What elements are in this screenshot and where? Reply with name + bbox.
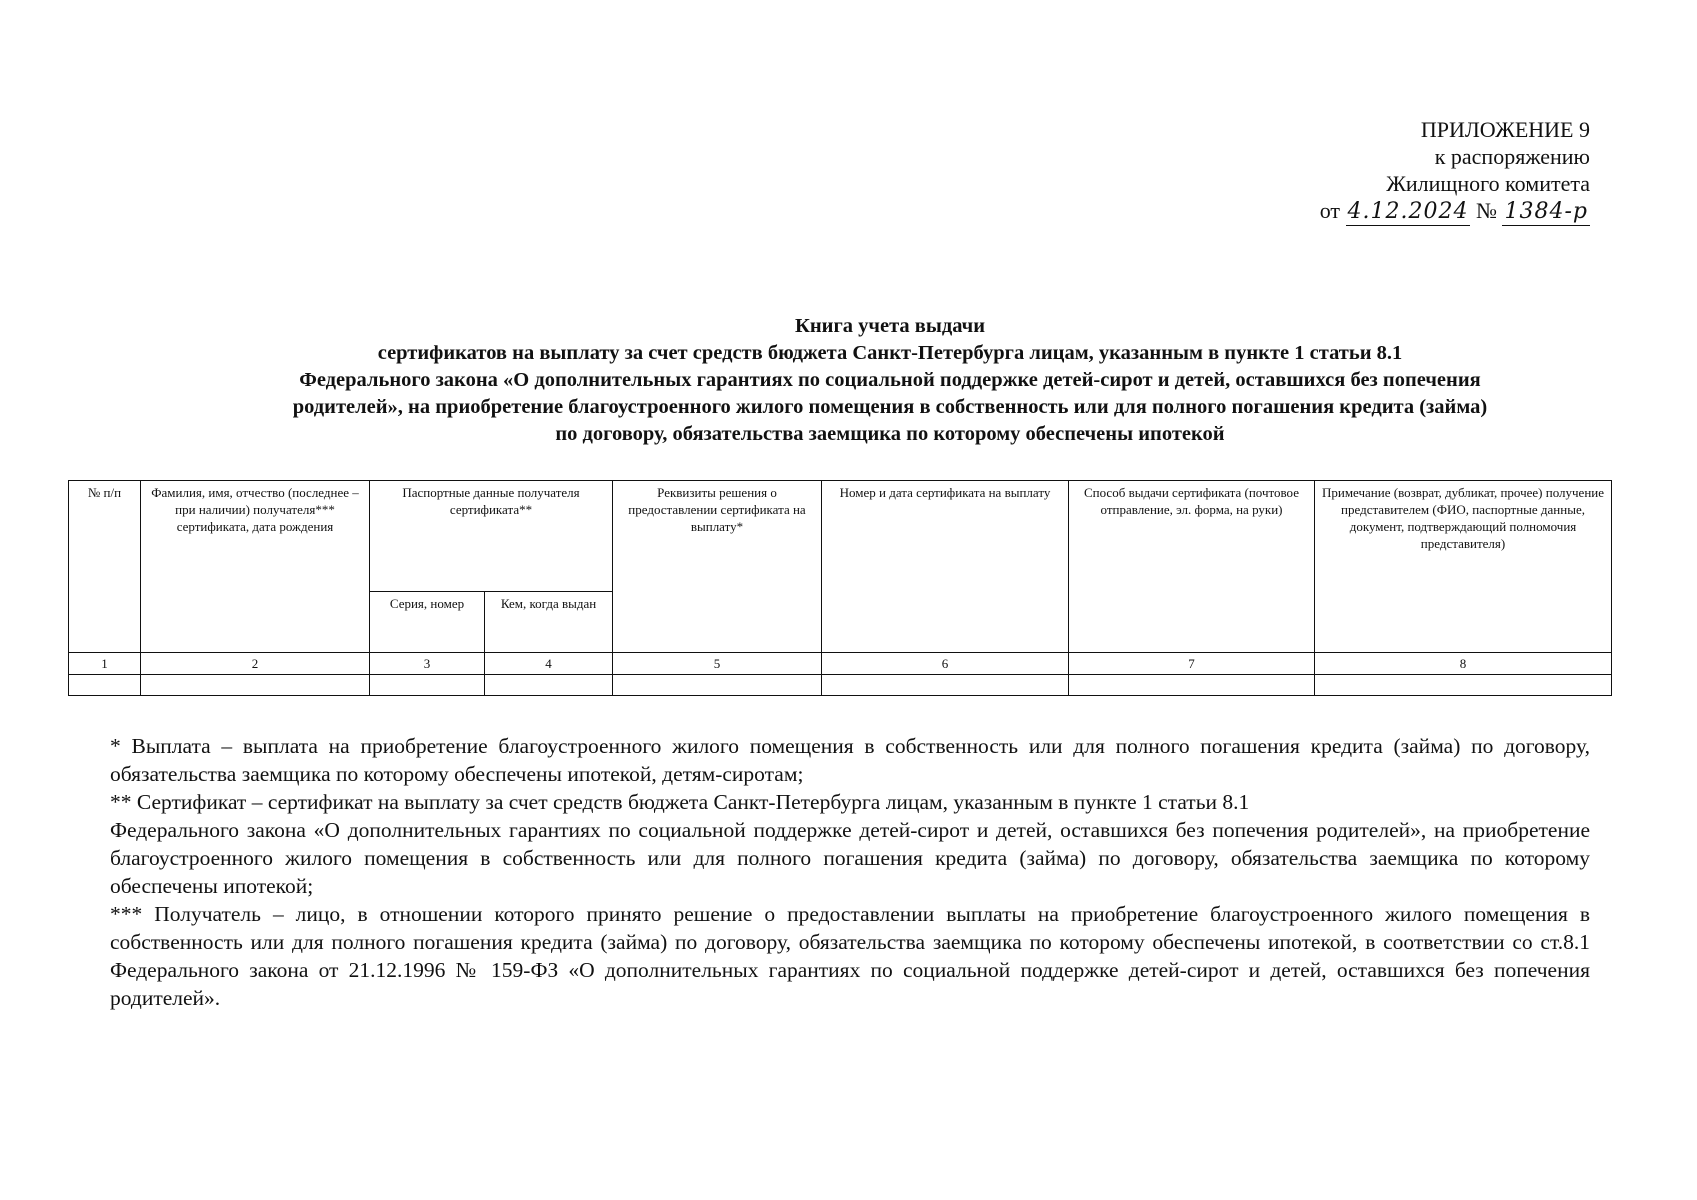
- appendix-title: ПРИЛОЖЕНИЕ 9: [1420, 117, 1590, 142]
- title-line-4: родителей», на приобретение благоустроенного жилого помещения в собственность или для полного погашения кредита (займа): [292, 396, 1488, 418]
- footnote-certificate-2: Федерального закона «О дополнительных гарантиях по социальной поддержке детей-сирот и детей, оставшихся без попечения родителей», на приобретение благоустроенного жилого помещения в собственность или для полного погашения кредита (займа) по договору, обязательства заемщика по которому обеспечены ипотекой;: [110, 818, 1590, 898]
- empty-cell: [370, 675, 485, 696]
- footnote-recipient: *** Получатель – лицо, в отношении которого принято решение о предоставлении выплаты на приобретение благоустроенного жилого помещения в собственность или для полного погашения кредита (займа) по договору, обязательства заемщика по которому обеспечены ипотекой, в соответствии со ст.8.1 Федерального закона от 21.12.1996 № 159-ФЗ «О дополнительных гарантиях по социальной поддержке детей-сирот и детей, оставшихся без попечения родителей».: [110, 902, 1590, 1010]
- header-note: Примечание (возврат, дубликат, прочее) получение представителем (ФИО, паспортные данные, документ, подтверждающий полномочия представителя): [1315, 481, 1612, 653]
- empty-cell: [141, 675, 370, 696]
- empty-cell: [69, 675, 141, 696]
- certificate-register-table: [68, 480, 1612, 696]
- handwritten-date: 4.12.2024: [1347, 199, 1469, 224]
- header-row: [69, 481, 1612, 592]
- document-title: [140, 313, 1640, 448]
- header-passport: Паспортные данные получателя сертификата**: [370, 481, 613, 592]
- column-number: 2: [141, 653, 370, 675]
- header-decision-details: Реквизиты решения о предоставлении сертификата на выплату*: [613, 481, 822, 653]
- appendix-committee: Жилищного комитета: [1386, 171, 1590, 196]
- title-line-1: Книга учета выдачи: [794, 315, 986, 337]
- title-line-3: Федерального закона «О дополнительных гарантиях по социальной поддержке детей-сирот и детей, оставшихся без попечения: [299, 369, 1481, 391]
- footnotes: [110, 732, 1590, 1012]
- column-number: 6: [822, 653, 1069, 675]
- column-number: 4: [485, 653, 613, 675]
- appendix-date-number: [1290, 197, 1590, 226]
- column-number-row: [69, 653, 1612, 675]
- appendix-block: [1290, 116, 1590, 226]
- from-label: от: [1319, 198, 1341, 223]
- header-issue-method: Способ выдачи сертификата (почтовое отправление, эл. форма, на руки): [1069, 481, 1315, 653]
- header-passport-series: Серия, номер: [370, 592, 485, 653]
- empty-cell: [613, 675, 822, 696]
- handwritten-number: 1384-р: [1504, 199, 1588, 224]
- header-recipient-name: Фамилия, имя, отчество (последнее – при наличии) получателя*** сертификата, дата рождения: [141, 481, 370, 653]
- column-number: 7: [1069, 653, 1315, 675]
- title-line-5: по договору, обязательства заемщика по которому обеспечены ипотекой: [555, 423, 1225, 445]
- footnote-certificate-1: ** Сертификат – сертификат на выплату за счет средств бюджета Санкт-Петербурга лицам, указанным в пункте 1 статьи 8.1: [110, 790, 1250, 814]
- header-certificate-number-date: Номер и дата сертификата на выплату: [822, 481, 1069, 653]
- empty-cell: [485, 675, 613, 696]
- empty-data-row: [69, 675, 1612, 696]
- number-label: №: [1475, 198, 1497, 223]
- empty-cell: [1315, 675, 1612, 696]
- appendix-order-label: к распоряжению: [1434, 144, 1590, 169]
- empty-cell: [822, 675, 1069, 696]
- column-number: 5: [613, 653, 822, 675]
- footnote-payment: * Выплата – выплата на приобретение благоустроенного жилого помещения в собственность или для полного погашения кредита (займа) по договору, обязательства заемщика по которому обеспечены ипотекой, детям-сиротам;: [110, 734, 1590, 786]
- title-line-2: сертификатов на выплату за счет средств бюджета Санкт-Петербурга лицам, указанным в пункте 1 статьи 8.1: [377, 342, 1403, 364]
- header-passport-issued: Кем, когда выдан: [485, 592, 613, 653]
- column-number: 8: [1315, 653, 1612, 675]
- empty-cell: [1069, 675, 1315, 696]
- column-number: 1: [69, 653, 141, 675]
- column-number: 3: [370, 653, 485, 675]
- header-number: № п/п: [69, 481, 141, 653]
